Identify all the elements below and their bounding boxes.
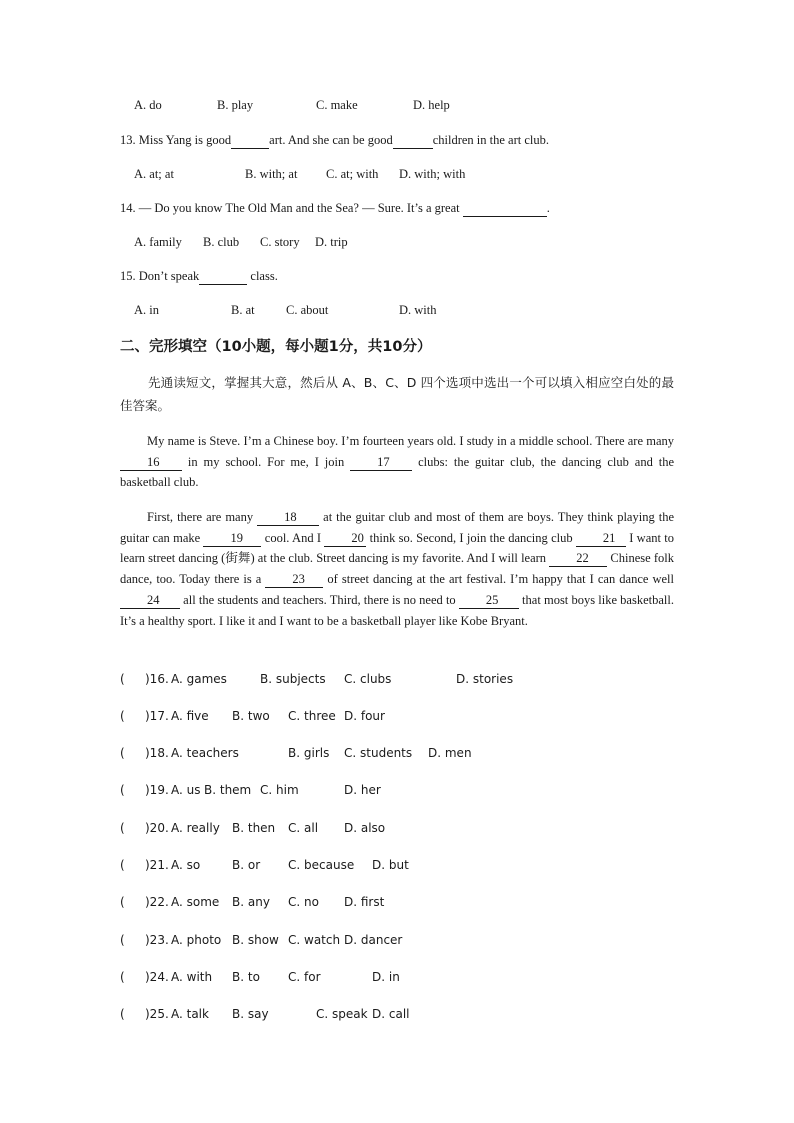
q15-blank [199,269,247,285]
option-d: D. also [344,821,386,835]
option-a: A. so [171,858,201,872]
passage-paragraph-2 [120,507,674,631]
passage-text: of street dancing at the art festival. I’m happy that I can dance well [323,572,674,587]
question-number: )20. [145,821,169,835]
option-b: B. then [232,821,276,835]
question-number: )16. [145,672,169,686]
q13-option-d: D. with; with [399,167,466,181]
option-c: C. all [288,821,319,835]
q14-option-a: A. family [134,235,182,249]
question-number: )25. [145,1007,169,1021]
answer-paren[interactable]: ( [120,672,125,686]
option-a: A. us [171,783,201,797]
option-b: B. say [232,1007,269,1021]
section-heading: 二、完形填空（10小题，每小题1分，共10分） [120,339,432,355]
passage-text: I want to learn street dancing (街舞) at the club. Street dancing is my favorite. And I will learn [120,530,674,566]
answer-paren[interactable]: ( [120,1007,125,1021]
question-number: )18. [145,746,169,760]
passage-text: at the guitar club and most of them are boys. They think playing the guitar can make [120,510,674,545]
q14-blank [463,201,547,217]
option-c: C. for [288,970,321,984]
q15-text-b: class. [247,269,278,283]
q12-option-b: B. play [217,98,254,112]
q15-option-a: A. in [134,303,159,317]
answer-paren[interactable]: ( [120,746,125,760]
option-d: D. in [372,970,400,984]
option-a: A. some [171,895,220,909]
option-c: C. no [288,895,319,909]
passage-text: cool. And I [261,530,325,545]
option-c: C. three [288,709,336,723]
question-number: )19. [145,783,169,797]
option-d: D. stories [456,672,514,686]
q13-text-a: 13. Miss Yang is good [120,133,232,147]
blank-17: 17 [350,455,412,471]
q14-option-b: B. club [203,235,240,249]
passage-text: My name is Steve. I’m a Chinese boy. I’m fourteen years old. I study in a middle school. There are many [147,434,674,448]
q13-option-c: C. at; with [326,167,379,181]
passage-text: Chinese folk dance, too. Today there is a [120,551,674,587]
option-d: D. but [372,858,409,872]
option-b: B. or [232,858,261,872]
option-a: A. talk [171,1007,209,1021]
question-number: )23. [145,933,169,947]
option-d: D. first [344,895,385,909]
q15-stem [120,269,278,285]
option-b: B. them [204,783,252,797]
passage-text: that most boys like basketball. It’s a healthy sport. I like it and I want to be a basketball player like Kobe Bryant. [120,592,674,628]
passage-paragraph-1 [120,431,674,493]
answer-paren[interactable]: ( [120,858,125,872]
q13-blank-2 [393,133,433,149]
answer-paren[interactable]: ( [120,783,125,797]
option-a: A. five [171,709,209,723]
option-d: D. call [372,1007,410,1021]
option-a: A. really [171,821,220,835]
q13-option-a: A. at; at [134,167,174,181]
question-number: )21. [145,858,169,872]
passage-text: all the students and teachers. Third, there is no need to [180,592,459,607]
q12-option-c: C. make [316,98,358,112]
option-b: B. any [232,895,270,909]
blank-21: 21 [576,531,626,547]
option-c: C. watch [288,933,341,947]
question-number: )24. [145,970,169,984]
option-a: A. teachers [171,746,239,760]
blank-16: 16 [120,455,182,471]
q14-stem [120,201,550,217]
q13-text-b: art. And she can be good [269,133,393,147]
blank-19: 19 [203,531,261,547]
option-a: A. with [171,970,213,984]
answer-paren[interactable]: ( [120,895,125,909]
passage-text: clubs: the guitar club, the dancing club and the basketball club. [120,454,674,490]
q13-stem [120,133,549,149]
blank-24: 24 [120,593,180,609]
q15-text-a: 15. Don’t speak [120,269,200,283]
option-b: B. subjects [260,672,326,686]
q14-text-a: 14. — Do you know The Old Man and the Sea? — Sure. It’s a great [120,201,463,215]
option-c: C. speak [316,1007,368,1021]
option-b: B. to [232,970,260,984]
passage-text: in my school. For me, I join [182,454,351,469]
option-a: A. games [171,672,227,686]
blank-18: 18 [257,510,319,526]
option-c: C. students [344,746,413,760]
q13-option-b: B. with; at [245,167,298,181]
blank-22: 22 [549,551,607,567]
q14-option-c: C. story [260,235,300,249]
q15-option-b: B. at [231,303,255,317]
option-d: D. dancer [344,933,403,947]
option-c: C. because [288,858,355,872]
blank-23: 23 [265,572,323,588]
option-d: D. men [428,746,472,760]
option-b: B. show [232,933,279,947]
q13-text-c: children in the art club. [432,133,549,147]
option-b: B. girls [288,746,330,760]
answer-paren[interactable]: ( [120,970,125,984]
blank-25: 25 [459,593,519,609]
passage-text: think so. Second, I join the dancing club [366,530,576,545]
q13-blank-1 [231,133,269,149]
option-b: B. two [232,709,270,723]
option-c: C. clubs [344,672,392,686]
answer-paren[interactable]: ( [120,821,125,835]
answer-paren[interactable]: ( [120,709,125,723]
passage-text: First, there are many [147,510,258,524]
q14-text-b: . [546,201,550,215]
option-c: C. him [260,783,299,797]
section-instruction: 先通读短文，掌握其大意，然后从 A、B、C、D 四个选项中选出一个可以填入相应空白处的最佳答案。 [120,375,674,413]
q12-option-a: A. do [134,98,162,112]
question-number: )17. [145,709,169,723]
option-d: D. four [344,709,385,723]
q14-option-d: D. trip [315,235,348,249]
answer-paren[interactable]: ( [120,933,125,947]
option-d: D. her [344,783,381,797]
q12-option-d: D. help [413,98,450,112]
blank-20: 20 [324,531,366,547]
option-a: A. photo [171,933,222,947]
question-number: )22. [145,895,169,909]
q15-option-d: D. with [399,303,437,317]
q15-option-c: C. about [286,303,329,317]
